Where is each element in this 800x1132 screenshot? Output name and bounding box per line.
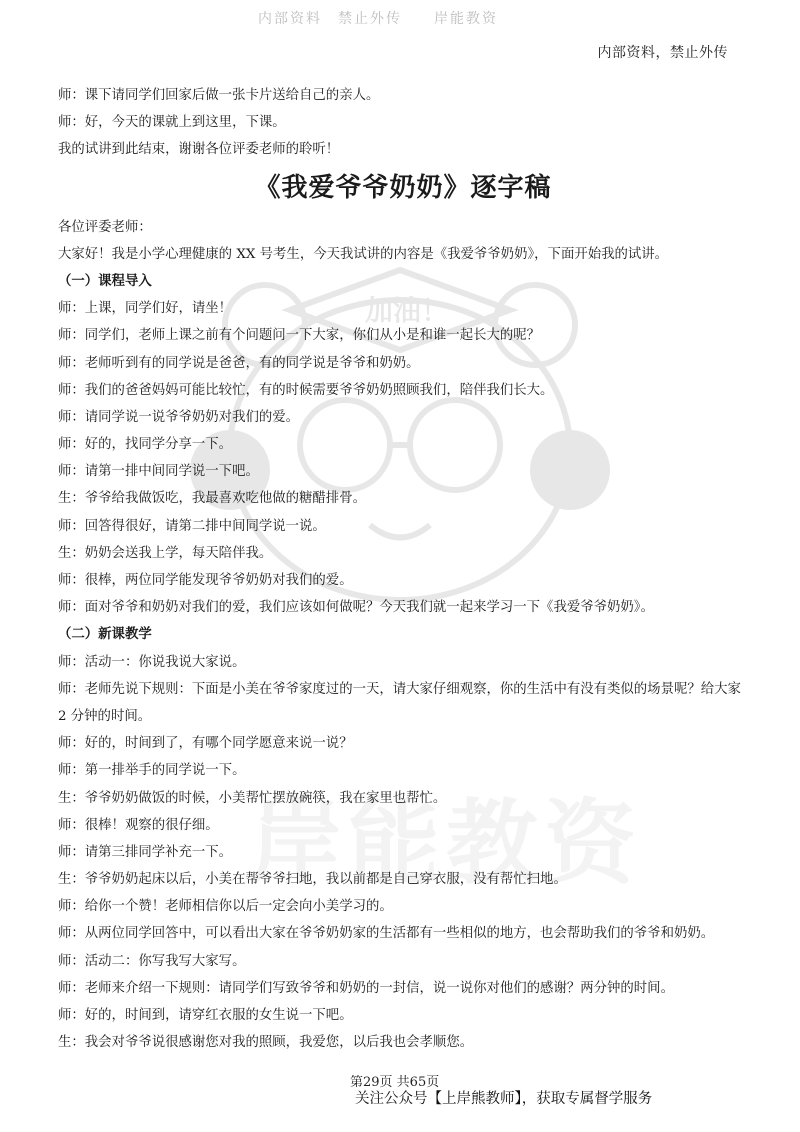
dialogue-line-wrapped: 师：老师先说下规则：下面是小美在爷爷家度过的一天，请大家仔细观察，你的生活中有没有类似的场景呢？给大家 2 分钟的时间。 [58, 681, 741, 724]
dialogue-line: 师：我们的爸爸妈妈可能比较忙，有的时候需要爷爷奶奶照顾我们，陪伴我们长大。 [58, 382, 554, 398]
dialogue-line: 师：好的，时间到了，有哪个同学愿意来说一说？ [58, 736, 353, 752]
dialogue-line: 生：我会对爷爷说很感谢您对我的照顾，我爱您，以后我也会孝顺您。 [58, 1035, 474, 1051]
dialogue-line: 师：上课，同学们好，请坐！ [58, 301, 233, 317]
dialogue-line: 师：活动一：你说我说大家说。 [58, 654, 246, 670]
mascot-badge-text: 加油！ [365, 294, 450, 327]
dialogue-line: 生：奶奶会送我上学，每天陪伴我。 [58, 545, 273, 561]
dialogue-line: 师：回答得很好，请第二排中间同学说一说。 [58, 518, 326, 534]
intro-line: 大家好！我是小学心理健康的 XX 号考生，今天我试讲的内容是《我爱爷爷奶奶》，下面开始我的试讲。 [58, 246, 669, 262]
document-title: 《我爱爷爷奶奶》逐字稿 [254, 172, 552, 203]
dialogue-line: 师：第一排举手的同学说一下。 [58, 763, 246, 779]
dialogue-line: 生：爷爷给我做饭吃，我最喜欢吃他做的糖醋排骨。 [58, 491, 366, 507]
text-line: 我的试讲到此结束，谢谢各位评委老师的聆听！ [58, 142, 340, 158]
dialogue-line: 师：老师来介绍一下规则：请同学们写致爷爷和奶奶的一封信，说一说你对他们的感谢？两分钟的时间。 [58, 980, 674, 996]
dialogue-line: 师：好的，时间到，请穿红衣服的女生说一下吧。 [58, 1008, 353, 1024]
text-line: 师：课下请同学们回家后做一张卡片送给自己的亲人。 [58, 88, 380, 103]
dialogue-line: 师：活动二：你写我写大家写。 [58, 953, 246, 969]
dialogue-line: 生：爷爷奶奶起床以后，小美在帮爷爷扫地，我以前都是自己穿衣服，没有帮忙扫地。 [58, 872, 567, 888]
document-body [58, 82, 748, 1056]
confidential-label: 内部资料，禁止外传 [597, 45, 728, 61]
faded-header-text: 内部资料 禁止外传 岸能教资 [258, 11, 498, 27]
dialogue-line: 师：很棒！观察的很仔细。 [58, 817, 219, 833]
dialogue-line: 师：很棒，两位同学能发现爷爷奶奶对我们的爱。 [58, 573, 353, 588]
greeting-line: 各位评委老师： [58, 219, 152, 235]
dialogue-line: 师：给你一个赞！老师相信你以后一定会向小美学习的。 [58, 899, 393, 915]
dialogue-line: 师：同学们，老师上课之前有个问题问一下大家，你们从小是和谁一起长大的呢？ [58, 328, 541, 344]
dialogue-line: 师：从两位同学回答中，可以看出大家在爷爷奶奶家的生活都有一些相似的地方，也会帮助我们的爷爷和奶奶。 [58, 926, 715, 942]
section-heading: （二）新课教学 [58, 627, 152, 643]
section-heading: （一）课程导入 [58, 273, 152, 289]
dialogue-line: 师：请第一排中间同学说一下吧。 [58, 464, 259, 480]
dialogue-line: 师：面对爷爷和奶奶对我们的爱，我们应该如何做呢？今天我们就一起来学习一下《我爱爷爷奶奶》。 [58, 600, 654, 616]
dialogue-line: 生：爷爷奶奶做饭的时候，小美帮忙摆放碗筷，我在家里也帮忙。 [58, 790, 447, 806]
dialogue-line: 师：请第三排同学补充一下。 [58, 844, 233, 860]
footer-promo: 关注公众号【上岸熊教师】，获取专属督学服务 [355, 1091, 653, 1107]
page-number: 第29页 共65页 [350, 1075, 440, 1090]
dialogue-line: 师：请同学说一说爷爷奶奶对我们的爱。 [58, 409, 300, 425]
text-line: 师：好，今天的课就上到这里，下课。 [58, 115, 286, 131]
dialogue-line: 师：好的，找同学分享一下。 [58, 437, 233, 453]
dialogue-line: 师：老师听到有的同学说是爸爸，有的同学说是爷爷和奶奶。 [58, 355, 420, 371]
